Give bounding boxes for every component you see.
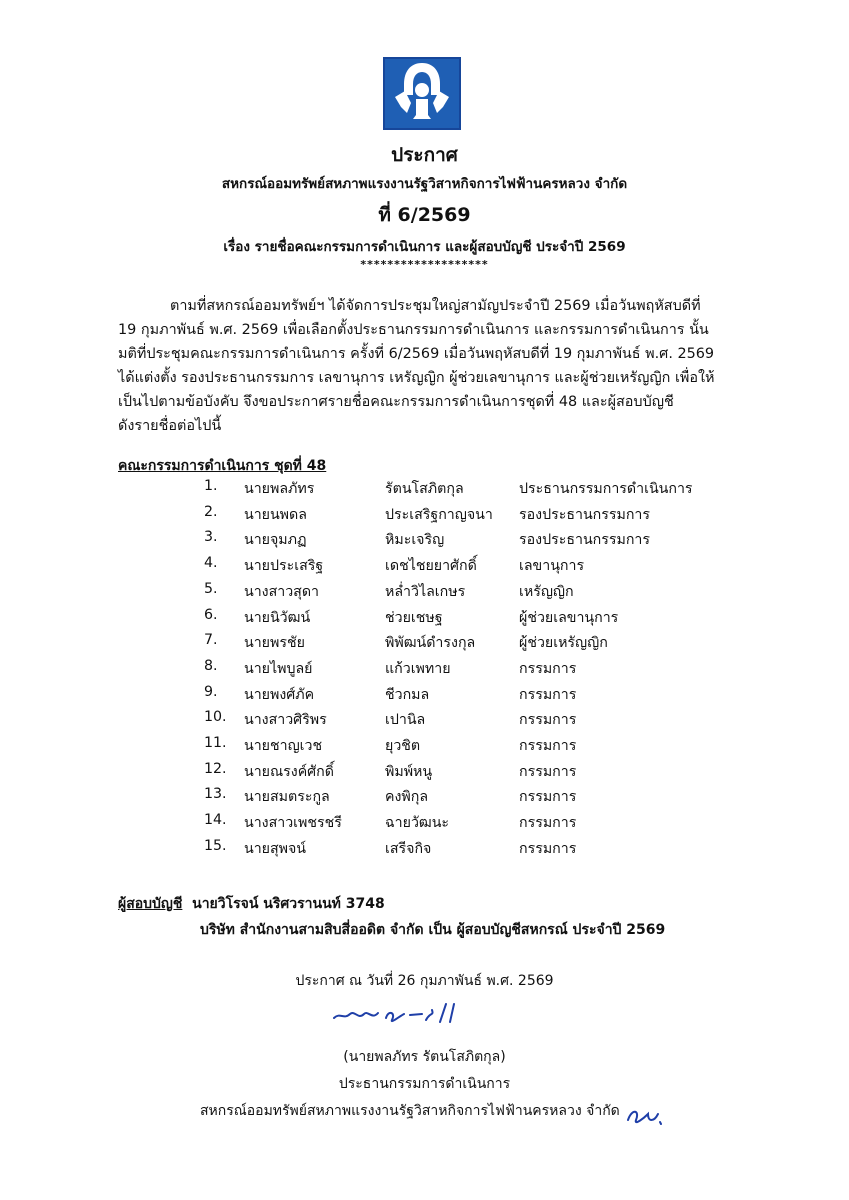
member-last-name: หล่ำวิไลเกษร	[385, 583, 466, 600]
announcement-date: ประกาศ ณ วันที่ 26 กุมภาพันธ์ พ.ศ. 2569	[295, 973, 554, 989]
member-last-name: ยุวชิต	[385, 738, 421, 754]
member-last-name: เสรีจกิจ	[385, 840, 432, 857]
body-paragraph	[118, 294, 738, 438]
member-first-name: นางสาวสุดา	[244, 583, 320, 600]
auditor-firm: บริษัท สำนักงานสามสิบสี่ออดิต จำกัด เป็น ผู้สอบบัญชีสหกรณ์ ประจำปี 2569	[200, 922, 666, 938]
committee-heading: คณะกรรมการดำเนินการ ชุดที่ 48	[118, 458, 327, 474]
signer-name: (นายพลภัทร รัตนโสภิตกุล)	[343, 1049, 506, 1065]
member-position: รองประธานกรรมการ	[519, 532, 650, 549]
announcement-number: ที่ 6/2569	[378, 204, 471, 226]
member-number: 8.	[204, 657, 218, 674]
member-last-name: ฉายวัฒนะ	[385, 815, 450, 832]
member-first-name: นายพลภัทร	[244, 481, 315, 497]
member-first-name: นายชาญเวช	[244, 738, 323, 754]
member-first-name: นายสมตระกูล	[244, 789, 330, 806]
member-first-name: นางสาวศิริพร	[244, 712, 327, 729]
member-last-name: คงพิกุล	[385, 789, 429, 806]
member-position: รองประธานกรรมการ	[519, 506, 650, 523]
announcement-title: ประกาศ	[391, 144, 458, 166]
member-position: กรรมการ	[519, 815, 577, 832]
body-line: เป็นไปตามข้อบังคับ จึงขอประกาศรายชื่อคณะกรรมการดำเนินการชุดที่ 48 และผู้สอบบัญชี	[118, 394, 674, 410]
member-position: กรรมการ	[519, 840, 577, 857]
asterisk-divider: *******************	[360, 258, 489, 271]
member-number: 1.	[204, 478, 218, 494]
member-number: 12.	[204, 760, 227, 777]
member-number: 7.	[204, 632, 218, 649]
member-position: กรรมการ	[519, 660, 577, 677]
member-position: ผู้ช่วยเลขานุการ	[519, 609, 619, 626]
body-line: ได้แต่งตั้ง รองประธานกรรมการ เลขานุการ เหรัญญิก ผู้ช่วยเลขานุการ และผู้ช่วยเหรัญญิก เพื่อให้	[118, 370, 715, 386]
member-last-name: เดชไชยยาศักดิ์	[385, 558, 477, 575]
member-first-name: นายนพดล	[244, 506, 307, 523]
member-last-name: พิพัฒน์ดำรงกุล	[385, 635, 476, 652]
member-last-name: ประเสริฐกาญจนา	[385, 506, 493, 523]
member-number: 10.	[204, 709, 227, 726]
member-number: 5.	[204, 580, 218, 597]
member-first-name: นายพรชัย	[244, 635, 305, 652]
member-position: กรรมการ	[519, 712, 577, 729]
member-number: 4.	[204, 555, 218, 572]
member-position: กรรมการ	[519, 738, 577, 754]
member-last-name: พิมพ์หนู	[385, 763, 433, 780]
auditor-line	[118, 893, 385, 915]
member-number: 9.	[204, 683, 218, 700]
member-last-name: หิมะเจริญ	[385, 532, 445, 549]
member-number: 6.	[204, 606, 218, 623]
member-first-name: นายสุพจน์	[244, 840, 307, 857]
member-position: ผู้ช่วยเหรัญญิก	[519, 635, 608, 652]
member-position: เลขานุการ	[519, 558, 585, 575]
body-line: มติที่ประชุมคณะกรรมการดำเนินการ ครั้งที่ 6/2569 เมื่อวันพฤหัสบดีที่ 19 กุมภาพันธ์ พ.ศ. 2569	[118, 346, 715, 362]
member-position: ประธานกรรมการดำเนินการ	[519, 481, 693, 497]
signer-organization: สหกรณ์ออมทรัพย์สหภาพแรงงานรัฐวิสาหกิจการไฟฟ้านครหลวง จำกัด	[200, 1103, 620, 1119]
member-position: กรรมการ	[519, 686, 577, 703]
body-line: ดังรายชื่อต่อไปนี้	[118, 418, 222, 434]
member-first-name: นายจุมภฏ	[244, 532, 307, 549]
member-number: 14.	[204, 812, 227, 829]
auditor-name: นายวิโรจน์ นริศวรานนท์ 3748	[192, 896, 385, 912]
member-position: กรรมการ	[519, 763, 577, 780]
member-first-name: นายไพบูลย์	[244, 660, 313, 677]
member-last-name: รัตนโสภิตกุล	[385, 481, 464, 497]
initials-mark	[624, 1100, 664, 1128]
member-last-name: ชีวกมล	[385, 686, 430, 703]
body-line: ตามที่สหกรณ์ออมทรัพย์ฯ ได้จัดการประชุมใหญ่สามัญประจำปี 2569 เมื่อวันพฤหัสบดีที่	[170, 298, 701, 314]
body-line: 19 กุมภาพันธ์ พ.ศ. 2569 เพื่อเลือกตั้งประธานกรรมการดำเนินการ และกรรมการดำเนินการ นั้น	[118, 322, 709, 338]
signer-title: ประธานกรรมการดำเนินการ	[338, 1076, 511, 1092]
member-position: กรรมการ	[519, 789, 577, 806]
member-first-name: นายนิวัฒน์	[244, 609, 311, 626]
organization-name: สหกรณ์ออมทรัพย์สหภาพแรงงานรัฐวิสาหกิจการไฟฟ้านครหลวง จำกัด	[221, 176, 628, 192]
member-number: 15.	[204, 837, 227, 854]
auditor-label: ผู้สอบบัญชี	[118, 896, 183, 912]
coop-emblem-icon	[383, 57, 461, 130]
member-number: 2.	[204, 503, 218, 520]
member-position: เหรัญญิก	[519, 583, 574, 600]
member-number: 3.	[204, 529, 218, 546]
member-number: 13.	[204, 786, 227, 803]
member-number: 11.	[204, 735, 227, 751]
member-first-name: นายประเสริฐ	[244, 558, 324, 575]
member-last-name: แก้วเพทาย	[385, 660, 451, 677]
announcement-subject: เรื่อง รายชื่อคณะกรรมการดำเนินการ และผู้สอบบัญชี ประจำปี 2569	[223, 239, 626, 255]
member-first-name: นายพงศ์ภัค	[244, 686, 315, 703]
member-last-name: ช่วยเชษฐ	[385, 609, 443, 626]
member-first-name: นายณรงค์ศักดิ์	[244, 763, 334, 780]
signature-image	[330, 998, 460, 1028]
member-last-name: เปานิล	[385, 712, 426, 729]
member-first-name: นางสาวเพชรชรี	[244, 815, 342, 832]
